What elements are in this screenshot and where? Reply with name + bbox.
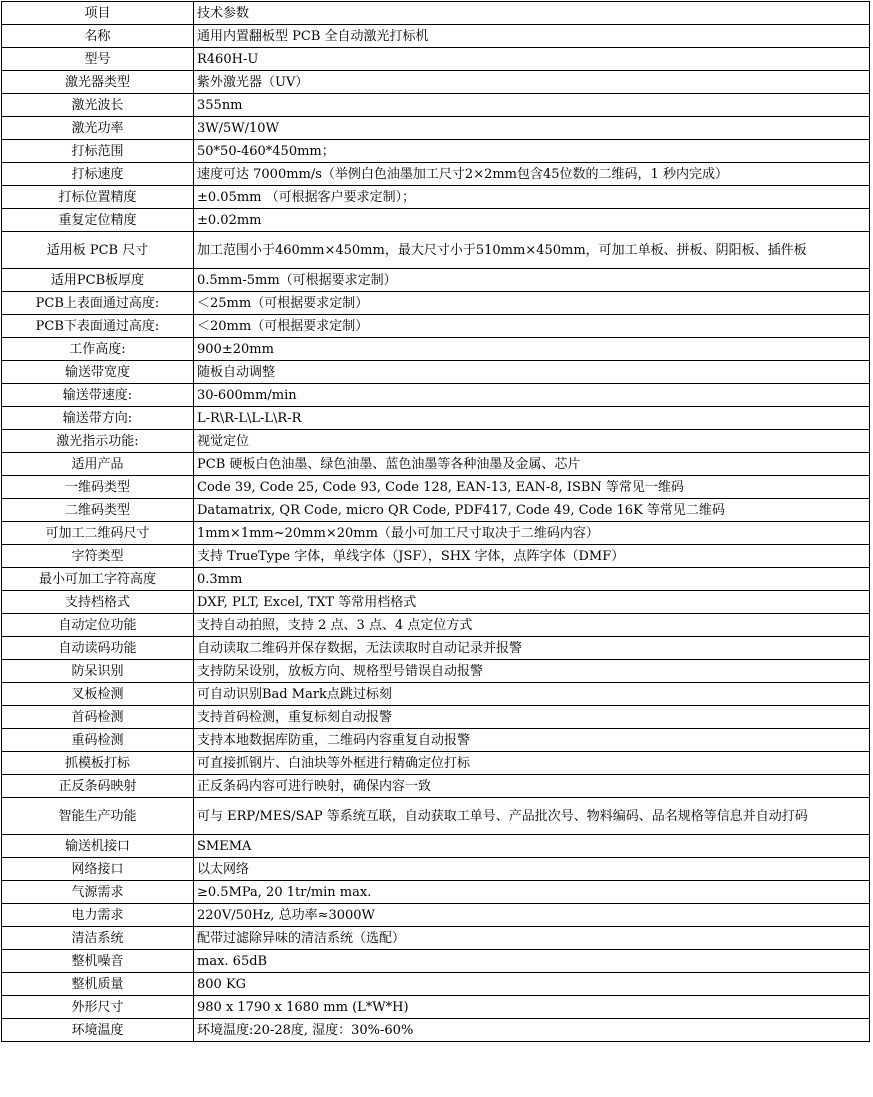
spec-value-cell: 随板自动调整 [194,361,870,384]
table-row [2,545,870,568]
spec-value-cell: Code 39, Code 25, Code 93, Code 128, EAN-13, EAN-8, ISBN 等常见一维码 [194,476,870,499]
spec-label-cell: 可加工二维码尺寸 [2,522,194,545]
spec-value-cell: 900±20mm [194,338,870,361]
spec-label-cell: 输送带速度: [2,384,194,407]
table-row [2,209,870,232]
table-row [2,338,870,361]
spec-label-cell: PCB下表面通过高度: [2,315,194,338]
table-row [2,94,870,117]
table-row [2,2,870,25]
table-row [2,927,870,950]
spec-value-cell: 加工范围小于460mm×450mm，最大尺寸小于510mm×450mm，可加工单板、拼板、阴阳板、插件板 [194,232,870,269]
table-row [2,835,870,858]
table-row [2,637,870,660]
spec-label-cell: PCB上表面通过高度: [2,292,194,315]
spec-label-cell: 型号 [2,48,194,71]
table-row [2,232,870,269]
table-row [2,453,870,476]
spec-value-cell: 355nm [194,94,870,117]
spec-value-cell: ±0.02mm [194,209,870,232]
spec-label-cell: 重复定位精度 [2,209,194,232]
table-row [2,729,870,752]
spec-label-cell: 防呆识别 [2,660,194,683]
table-row [2,361,870,384]
spec-label-cell: 整机质量 [2,973,194,996]
table-row [2,315,870,338]
spec-value-cell: 速度可达 7000mm/s（举例白色油墨加工尺寸2×2mm包含45位数的二维码，1 秒内完成） [194,163,870,186]
table-row [2,683,870,706]
spec-label-cell: 气源需求 [2,881,194,904]
spec-label-cell: 外形尺寸 [2,996,194,1019]
spec-value-cell: 视觉定位 [194,430,870,453]
spec-label-cell: 激光指示功能: [2,430,194,453]
spec-label-cell: 激光功率 [2,117,194,140]
table-row [2,996,870,1019]
spec-value-cell: R460H-U [194,48,870,71]
spec-value-cell: 支持首码检测，重复标刻自动报警 [194,706,870,729]
spec-label-cell: 适用板 PCB 尺寸 [2,232,194,269]
spec-label-cell: 环境温度 [2,1019,194,1042]
spec-value-cell: ＜20mm（可根据要求定制） [194,315,870,338]
spec-value-cell: ≥0.5MPa, 20 1tr/min max. [194,881,870,904]
table-row [2,430,870,453]
spec-label-cell: 整机噪音 [2,950,194,973]
spec-label-cell: 支持档格式 [2,591,194,614]
table-row [2,858,870,881]
spec-label-cell: 输送带方向: [2,407,194,430]
spec-value-cell: 50*50-460*450mm； [194,140,870,163]
table-row [2,499,870,522]
table-row [2,269,870,292]
spec-label-cell: 首码检测 [2,706,194,729]
spec-table [1,1,870,1042]
spec-value-cell: 可直接抓钢片、白油块等外框进行精确定位打标 [194,752,870,775]
spec-value-cell: 以太网络 [194,858,870,881]
spec-label-cell: 二维码类型 [2,499,194,522]
table-row [2,614,870,637]
table-row [2,140,870,163]
spec-value-cell: 正反条码内容可进行映射，确保内容一致 [194,775,870,798]
spec-value-cell: Datamatrix, QR Code, micro QR Code, PDF417, Code 49, Code 16K 等常见二维码 [194,499,870,522]
table-row [2,1019,870,1042]
spec-label-cell: 重码检测 [2,729,194,752]
spec-value-cell: max. 65dB [194,950,870,973]
spec-label-cell: 清洁系统 [2,927,194,950]
spec-value-cell: 30-600mm/min [194,384,870,407]
spec-value-cell: 配带过滤除异味的清洁系统（选配） [194,927,870,950]
spec-value-cell: SMEMA [194,835,870,858]
spec-label-cell: 打标位置精度 [2,186,194,209]
table-row [2,25,870,48]
table-row [2,775,870,798]
table-row [2,71,870,94]
spec-value-cell: 自动读取二维码并保存数据，无法读取时自动记录并报警 [194,637,870,660]
spec-label-cell: 一维码类型 [2,476,194,499]
spec-label-cell: 输送机接口 [2,835,194,858]
spec-value-cell: 支持自动拍照，支持 2 点、3 点、4 点定位方式 [194,614,870,637]
table-row [2,292,870,315]
spec-value-cell: 环境温度:20-28度, 湿度：30%-60% [194,1019,870,1042]
spec-label-cell: 输送带宽度 [2,361,194,384]
spec-label-cell: 电力需求 [2,904,194,927]
spec-label-cell: 叉板检测 [2,683,194,706]
spec-label-cell: 自动定位功能 [2,614,194,637]
spec-label-cell: 项目 [2,2,194,25]
spec-label-cell: 打标速度 [2,163,194,186]
spec-value-cell: 可与 ERP/MES/SAP 等系统互联，自动获取工单号、产品批次号、物料编码、品名规格等信息并自动打码 [194,798,870,835]
table-row [2,163,870,186]
spec-label-cell: 网络接口 [2,858,194,881]
table-row [2,752,870,775]
spec-value-cell: ±0.05mm （可根据客户要求定制）； [194,186,870,209]
spec-value-cell: 1mm×1mm~20mm×20mm（最小可加工尺寸取决于二维码内容） [194,522,870,545]
table-row [2,476,870,499]
spec-label-cell: 激光波长 [2,94,194,117]
spec-label-cell: 打标范围 [2,140,194,163]
spec-value-cell: PCB 硬板白色油墨、绿色油墨、蓝色油墨等各种油墨及金属、芯片 [194,453,870,476]
table-row [2,522,870,545]
spec-value-cell: 支持 TrueType 字体，单线字体（JSF），SHX 字体，点阵字体（DMF） [194,545,870,568]
table-row [2,591,870,614]
table-row [2,660,870,683]
spec-value-cell: 0.3mm [194,568,870,591]
spec-label-cell: 正反条码映射 [2,775,194,798]
spec-value-cell: 通用内置翻板型 PCB 全自动激光打标机 [194,25,870,48]
spec-value-cell: 0.5mm-5mm（可根据要求定制） [194,269,870,292]
spec-label-cell: 工作高度: [2,338,194,361]
spec-label-cell: 智能生产功能 [2,798,194,835]
spec-label-cell: 适用产品 [2,453,194,476]
spec-value-cell: 220V/50Hz, 总功率≈3000W [194,904,870,927]
table-row [2,568,870,591]
table-row [2,950,870,973]
spec-label-cell: 最小可加工字符高度 [2,568,194,591]
spec-label-cell: 激光器类型 [2,71,194,94]
table-row [2,798,870,835]
spec-value-cell: 3W/5W/10W [194,117,870,140]
spec-value-cell: 支持防呆设别，放板方向、规格型号错误自动报警 [194,660,870,683]
spec-value-cell: 紫外激光器（UV） [194,71,870,94]
spec-value-cell: 支持本地数据库防重，二维码内容重复自动报警 [194,729,870,752]
spec-value-cell: L-R\R-L\L-L\R-R [194,407,870,430]
spec-value-cell: 800 KG [194,973,870,996]
spec-value-cell: 980 x 1790 x 1680 mm (L*W*H) [194,996,870,1019]
spec-label-cell: 字符类型 [2,545,194,568]
spec-value-cell: ＜25mm（可根据要求定制） [194,292,870,315]
table-row [2,186,870,209]
table-row [2,706,870,729]
spec-label-cell: 自动读码功能 [2,637,194,660]
table-row [2,384,870,407]
table-row [2,904,870,927]
spec-label-cell: 抓模板打标 [2,752,194,775]
table-row [2,117,870,140]
spec-value-cell: DXF, PLT, Excel, TXT 等常用档格式 [194,591,870,614]
table-row [2,973,870,996]
table-row [2,881,870,904]
spec-value-cell: 可自动识别Bad Mark点跳过标刻 [194,683,870,706]
spec-label-cell: 适用PCB板厚度 [2,269,194,292]
table-row [2,48,870,71]
spec-table-body [2,2,870,1042]
table-row [2,407,870,430]
spec-label-cell: 名称 [2,25,194,48]
spec-value-cell: 技术参数 [194,2,870,25]
